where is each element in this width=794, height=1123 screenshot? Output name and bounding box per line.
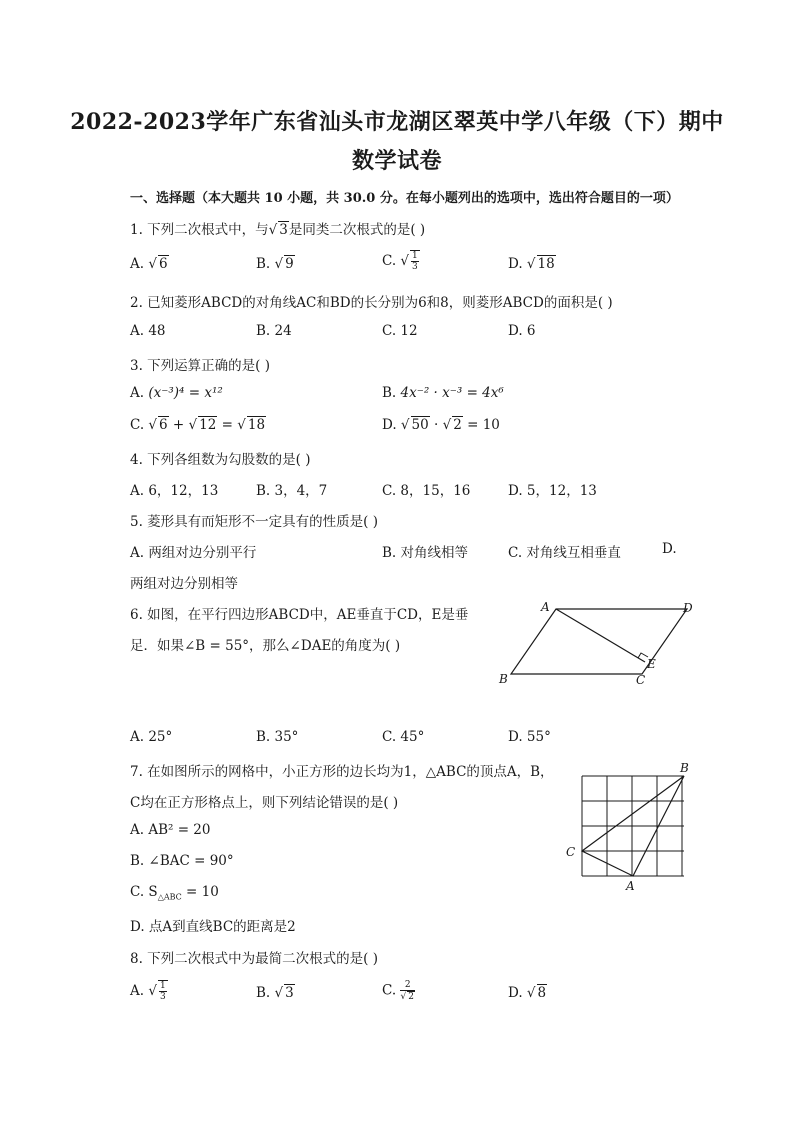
q6-option-d: D. 55° bbox=[508, 729, 551, 745]
q2-option-d: D. 6 bbox=[508, 323, 536, 339]
question-7-line-1: 7. 在如图所示的网格中，小正方形的边长均为1，△ABC的顶点A，B， bbox=[130, 764, 554, 780]
q3-option-d: D. √ 50 · √ 2 = 10 bbox=[382, 417, 500, 433]
q4-option-d: D. 5，12，13 bbox=[508, 483, 597, 499]
label-d: D bbox=[683, 601, 693, 615]
label-a: A bbox=[541, 600, 550, 614]
q6-option-c: C. 45° bbox=[382, 729, 425, 745]
title-line-2: 数学试卷 bbox=[351, 148, 442, 174]
label-a: A bbox=[626, 879, 635, 893]
segment-ae bbox=[556, 609, 645, 662]
q4-option-c: C. 8，15，16 bbox=[382, 483, 471, 499]
question-3: 3. 下列运算正确的是( ) bbox=[130, 358, 270, 374]
q4-option-b: B. 3，4，7 bbox=[256, 483, 328, 499]
q4-option-a: A. 6，12，13 bbox=[130, 483, 219, 499]
section-heading: 一、选择题（本大题共 10 小题，共 30.0 分。在每小题列出的选项中，选出符合题目的一项） bbox=[130, 191, 679, 206]
parallelogram-figure bbox=[495, 598, 700, 688]
q2-option-a: A. 48 bbox=[130, 323, 166, 339]
q2-option-c: C. 12 bbox=[382, 323, 418, 339]
question-7-line-2: C均在正方形格点上，则下列结论错误的是( ) bbox=[130, 795, 399, 811]
q5-option-b: B. 对角线相等 bbox=[382, 545, 469, 561]
q3-option-b: B. 4x⁻² · x⁻³ = 4x⁶ bbox=[382, 385, 504, 401]
label-c: C bbox=[566, 845, 576, 859]
question-2: 2. 已知菱形ABCD的对角线AC和BD的长分别为6和8，则菱形ABCD的面积是( ) bbox=[130, 295, 613, 311]
question-1: 1. 下列二次根式中，与√ 3是同类二次根式的是( ) bbox=[130, 222, 426, 238]
q8-option-b: B. √ 3 bbox=[256, 985, 294, 1001]
question-8: 8. 下列二次根式中为最简二次根式的是( ) bbox=[130, 951, 378, 967]
q7-option-a: A. AB² = 20 bbox=[130, 822, 211, 838]
q5-option-c: C. 对角线互相垂直 bbox=[508, 545, 621, 561]
parallelogram-abcd bbox=[511, 609, 687, 674]
q6-option-a: A. 25° bbox=[130, 729, 173, 745]
q3-option-a: A. (x⁻³)⁴ = x¹² bbox=[130, 385, 223, 401]
q5-option-d-text: 两组对边分别相等 bbox=[130, 576, 238, 592]
label-b: B bbox=[680, 761, 689, 775]
q1-option-b: B. √ 9 bbox=[256, 256, 294, 272]
grid-figure bbox=[562, 760, 702, 895]
q7-option-b: B. ∠BAC = 90° bbox=[130, 853, 234, 869]
q3-option-c: C. √ 6 + √ 12 = √ 18 bbox=[130, 417, 266, 433]
question-4: 4. 下列各组数为勾股数的是( ) bbox=[130, 452, 311, 468]
label-e: E bbox=[647, 657, 656, 671]
q2-option-b: B. 24 bbox=[256, 323, 292, 339]
q6-option-b: B. 35° bbox=[256, 729, 299, 745]
q8-option-d: D. √ 8 bbox=[508, 985, 547, 1001]
grid-lines bbox=[582, 776, 684, 876]
question-5: 5. 菱形具有而矩形不一定具有的性质是( ) bbox=[130, 514, 378, 530]
q7-option-d: D. 点A到直线BC的距离是2 bbox=[130, 919, 296, 935]
label-c: C bbox=[636, 673, 646, 687]
question-6-line-2: 足．如果∠B = 55°，那么∠DAE的角度为( ) bbox=[130, 638, 401, 654]
q8-option-a: A. √ $\frac{1}{3}$ bbox=[130, 981, 166, 1002]
q5-option-d: D. bbox=[662, 541, 677, 557]
question-6-line-1: 6. 如图，在平行四边形ABCD中，AE垂直于CD，E是垂 bbox=[130, 607, 469, 623]
q1-option-a: A. √ 6 bbox=[130, 256, 168, 272]
label-b: B bbox=[499, 672, 508, 686]
q5-option-a: A. 两组对边分别平行 bbox=[130, 545, 257, 561]
q7-option-c: C. $S_{\triangle ABC} = 10$ bbox=[130, 884, 219, 902]
title-line-1: 2022-2023学年广东省汕头市龙湖区翠英中学八年级（下）期中 bbox=[70, 109, 724, 135]
q1-option-d: D. √ 18 bbox=[508, 256, 555, 272]
q8-option-c: C. $\frac{2}{√ 2}$ bbox=[382, 980, 414, 1002]
q1-option-c: C. √ $\frac{1}{3}$ bbox=[382, 251, 418, 272]
